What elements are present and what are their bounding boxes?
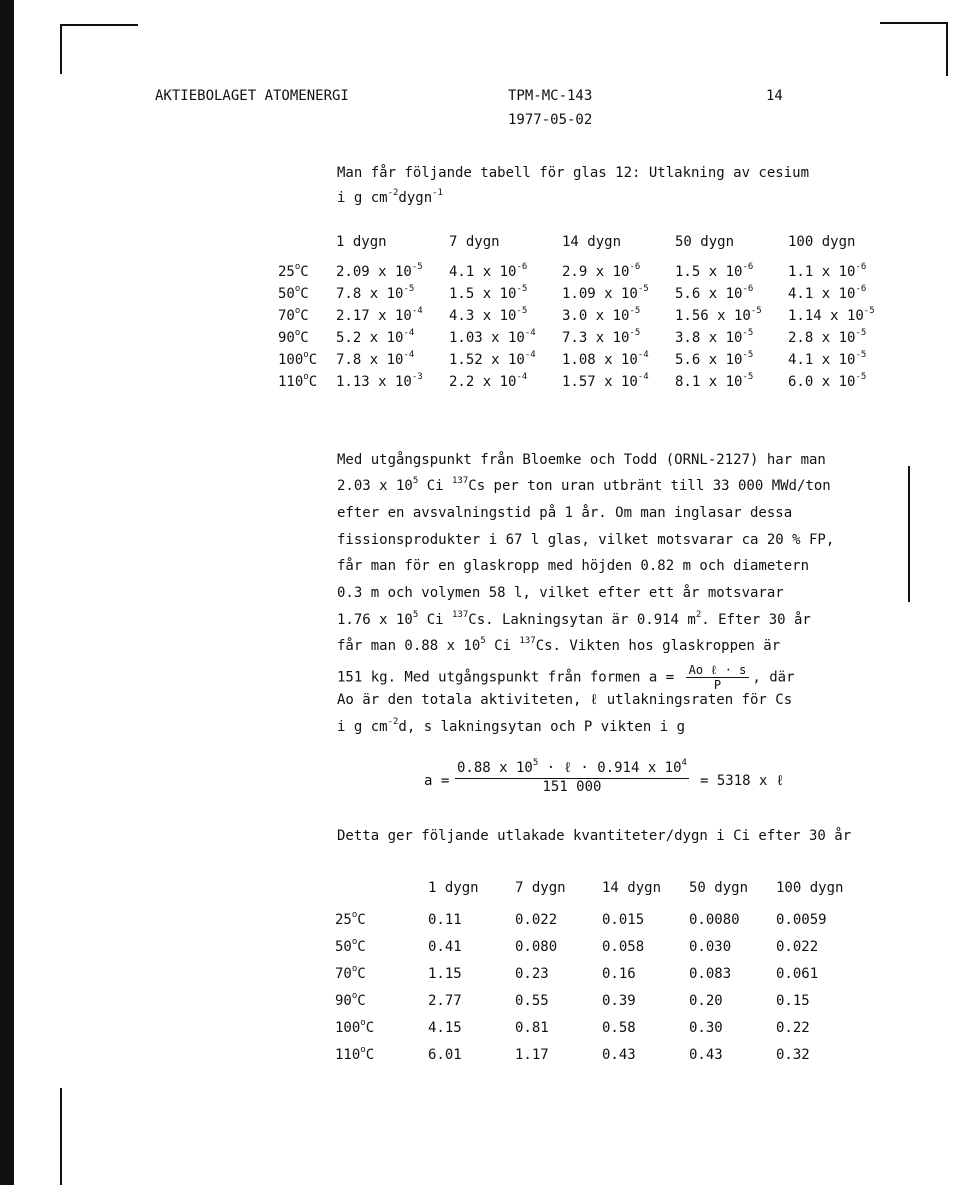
activity-cell: 0.81 [515,1019,549,1036]
mantissa: 1.09 [562,286,596,302]
activity-cell: 1.17 [515,1046,549,1063]
header-spacer [278,232,336,258]
exponent: -5 [411,262,423,272]
intro-line-2 [337,190,443,206]
para-line-10: Ao är den totala aktiviteten, ℓ utlakningsraten för Cs [337,692,793,708]
degree-mark: o [360,1044,366,1055]
para-l8-exp: 5 [480,636,486,646]
leach-rate-cell [788,324,901,346]
times-ten: x 10 [700,374,743,390]
temp-value: 110 [335,1046,361,1063]
times-ten: x 10 [369,374,412,390]
degree-mark: o [294,328,301,338]
times-ten: x 10 [474,308,517,324]
times-ten: x 10 [482,352,525,368]
bottom-left-corner-v [60,1088,62,1185]
para-line-8 [337,638,780,654]
exponent: -4 [524,328,536,338]
company-name: AKTIEBOLAGET ATOMENERGI [155,88,349,104]
exponent: -4 [524,350,536,360]
temp-unit: C [300,264,309,280]
col-header: 1 dygn [428,880,479,896]
row-temperature [278,368,336,390]
leach-rate-cell [449,346,562,368]
mantissa: 2.09 [336,264,370,280]
para-l7-b: Ci [418,612,452,628]
activity-cell: 0.015 [602,911,645,928]
col-header: 7 dygn [515,880,566,896]
mantissa: 5.6 [675,286,701,302]
activity-cell: 6.01 [428,1046,462,1063]
col-header: 14 dygn [602,880,662,896]
temp-unit: C [357,911,366,928]
mantissa: 1.13 [336,374,370,390]
activity-cell: 4.15 [428,1019,462,1036]
mantissa: 1.1 [788,264,814,280]
para-l2-b: Ci [418,478,452,494]
times-ten: x 10 [587,264,630,280]
leach-rate-cell [788,346,901,368]
times-ten: x 10 [361,352,404,368]
times-ten: x 10 [813,374,856,390]
activity-cell: 0.11 [428,911,462,928]
temp-value: 50 [278,286,295,302]
para-l7-iso: 137 [452,610,469,620]
table-row [278,324,901,346]
mantissa: 4.1 [788,352,814,368]
leach-rate-cell [562,368,675,390]
temp-unit: C [308,374,318,390]
col-header: 14 dygn [562,234,622,250]
times-ten: x 10 [595,374,638,390]
leach-rate-cell [562,280,675,302]
formula-num-exp2: 4 [681,758,687,768]
mantissa: 1.14 [788,308,822,324]
exponent: -5 [516,306,528,316]
exponent: -3 [411,372,423,382]
temp-value: 90 [335,992,352,1009]
temp-value: 100 [278,352,304,368]
activity-cell: 0.43 [689,1046,723,1063]
temp-value: 25 [278,264,295,280]
exponent: -5 [750,306,762,316]
activity-cell: 0.43 [602,1046,636,1063]
mantissa: 4.3 [449,308,475,324]
exponent: -5 [855,372,867,382]
leach-rate-cell [449,302,562,324]
activity-header-row [335,876,863,906]
degree-mark: o [294,262,301,272]
report-number: TPM-MC-143 [508,88,593,104]
para-line-5: får man för en glaskropp med höjden 0.82 m och diametern [337,558,810,574]
intro-unit-text: i g cm [337,190,388,206]
leach-rate-cell [562,302,675,324]
temp-value: 25 [335,911,352,928]
times-ten: x 10 [361,286,404,302]
times-ten: x 10 [708,308,751,324]
report-date: 1977-05-02 [508,112,593,128]
activity-cell: 0.030 [689,938,732,955]
leach-rate-cell [675,280,788,302]
temp-unit: C [308,352,318,368]
table-row [335,1041,863,1068]
times-ten: x 10 [482,330,525,346]
degree-mark: o [351,963,358,974]
times-ten: x 10 [587,330,630,346]
para-l7-d: . Efter 30 år [701,612,811,628]
row-temperature [278,346,336,368]
page-number: 14 [766,88,783,104]
times-ten: x 10 [813,330,856,346]
para-l11-a: i g cm [337,719,388,735]
temp-value: 50 [335,938,352,955]
times-ten: x 10 [587,308,630,324]
intro-exp-cm: -2 [387,188,399,198]
row-temperature [335,906,428,933]
table-row [278,280,901,302]
times-ten: x 10 [821,308,864,324]
para-l2-a: 2.03 x 10 [337,478,413,494]
mantissa: 2.17 [336,308,370,324]
times-ten: x 10 [369,308,412,324]
degree-mark: o [351,936,358,947]
mantissa: 1.57 [562,374,596,390]
mantissa: 7.8 [336,286,362,302]
mantissa: 4.1 [788,286,814,302]
para-l8-iso: 137 [519,636,536,646]
times-ten: x 10 [369,264,412,280]
para-line-4: fissionsprodukter i 67 l glas, vilket motsvarar ca 20 % FP, [337,532,835,548]
exponent: -5 [403,284,415,294]
row-temperature [335,1041,428,1068]
activity-cell: 0.16 [602,965,636,982]
formula-num-b: · ℓ · 0.914 x 10 [538,760,682,776]
degree-mark: o [351,990,358,1001]
activity-cell: 0.22 [776,1019,810,1036]
formula-lhs: a = [424,773,450,789]
exponent: -5 [629,306,641,316]
activity-table [335,876,863,1068]
activity-cell: 0.083 [689,965,732,982]
activity-cell: 0.41 [428,938,462,955]
temp-value: 110 [278,374,304,390]
leach-rate-cell [788,302,901,324]
top-left-corner-v [60,24,62,74]
table-row [335,1014,863,1041]
right-margin-line [908,466,910,602]
mantissa: 7.8 [336,352,362,368]
mantissa: 8.1 [675,374,701,390]
para-l7-a: 1.76 x 10 [337,612,413,628]
leach-rate-cell [675,302,788,324]
times-ten: x 10 [813,286,856,302]
para-l2-exp: 5 [412,476,419,486]
activity-cell: 0.058 [602,938,645,955]
col-header: 50 dygn [675,234,735,250]
para2-line: Detta ger följande utlakade kvantiteter/dygn i Ci efter 30 år [337,828,852,844]
leach-rate-cell [336,280,449,302]
times-ten: x 10 [474,264,517,280]
para-l2-c: Cs per ton uran utbränt till 33 000 MWd/ton [468,478,831,494]
exponent: -5 [637,284,649,294]
mantissa: 1.08 [562,352,596,368]
para-l8-c: Cs. Vikten hos glaskroppen är [535,638,781,654]
col-header: 100 dygn [776,880,844,896]
degree-mark: o [294,284,301,294]
table-row [278,302,901,324]
mantissa: 2.9 [562,264,588,280]
times-ten: x 10 [700,264,743,280]
leach-rate-cell [562,258,675,280]
formula-rhs: = 5318 x ℓ [700,773,785,789]
activity-cell: 0.15 [776,992,810,1009]
activity-cell: 0.20 [689,992,723,1009]
col-header: 100 dygn [788,234,856,250]
leach-rate-cell [675,346,788,368]
exponent: -4 [411,306,423,316]
col-header: 50 dygn [689,880,749,896]
exponent: -4 [637,350,649,360]
intro-unit-dygn: dygn [398,190,433,206]
col-header: 1 dygn [336,234,387,250]
table-row [335,906,863,933]
temp-value: 70 [278,308,295,324]
exponent: -6 [516,262,528,272]
temp-unit: C [357,938,366,955]
formula-denominator: 151 000 [542,779,602,795]
activity-cell: 1.15 [428,965,462,982]
para-l9-a: 151 kg. Med utgångspunkt från formen a = [337,669,675,686]
exponent: -5 [863,306,875,316]
mantissa: 6.0 [788,374,814,390]
mantissa: 2.8 [788,330,814,346]
leach-rate-cell [449,258,562,280]
temp-unit: C [365,1046,375,1063]
temp-unit: C [300,308,309,324]
para-line-7 [337,612,811,628]
exponent: -6 [629,262,641,272]
times-ten: x 10 [700,352,743,368]
intro-exp-dygn: -1 [432,188,443,198]
times-ten: x 10 [813,264,856,280]
mantissa: 4.1 [449,264,475,280]
leach-rate-cell [449,324,562,346]
activity-cell: 0.32 [776,1046,810,1063]
activity-cell: 0.0059 [776,911,827,928]
inline-fraction-den: P [713,678,722,692]
activity-cell: 0.39 [602,992,636,1009]
para-l11-b: d, s lakningsytan och P vikten i g [398,719,685,735]
times-ten: x 10 [474,374,517,390]
left-border-bar [0,0,14,1185]
leach-rate-cell [675,258,788,280]
temp-unit: C [365,1019,375,1036]
exponent: -5 [742,328,754,338]
top-right-corner-h [880,22,948,24]
exponent: -5 [855,328,867,338]
mantissa: 5.2 [336,330,362,346]
degree-mark: o [351,909,358,920]
mantissa: 3.8 [675,330,701,346]
activity-cell: 0.58 [602,1019,636,1036]
leach-rate-cell [788,258,901,280]
formula-num-exp1: 5 [532,758,539,768]
activity-cell: 0.022 [515,911,558,928]
mantissa: 1.03 [449,330,483,346]
exponent: -4 [637,372,649,382]
times-ten: x 10 [700,330,743,346]
exponent: -6 [855,262,867,272]
table-row [278,346,901,368]
leaching-rate-header-row [278,232,901,258]
inline-fraction [686,663,750,692]
leach-rate-cell [788,368,901,390]
mantissa: 1.5 [675,264,701,280]
activity-cell: 0.080 [515,938,558,955]
exponent: -4 [403,328,415,338]
formula-fraction [455,760,689,795]
degree-mark: o [303,350,309,360]
exponent: -5 [855,350,867,360]
times-ten: x 10 [813,352,856,368]
temp-unit: C [300,330,309,346]
degree-mark: o [294,306,301,316]
table-row [278,368,901,390]
leach-rate-cell [336,302,449,324]
para-l2-iso: 137 [452,476,469,486]
exponent: -6 [742,284,754,294]
temp-value: 90 [278,330,295,346]
leach-rate-cell [336,368,449,390]
activity-cell: 0.0080 [689,911,740,928]
table-row [335,933,863,960]
formula-numerator [455,760,689,779]
leach-rate-cell [675,324,788,346]
activity-cell: 0.061 [776,965,819,982]
para-l7-c: Cs. Lakningsytan är 0.914 m [468,612,696,628]
mantissa: 1.56 [675,308,709,324]
para-line-2 [337,478,831,494]
row-temperature [335,960,428,987]
leach-rate-cell [675,368,788,390]
activity-cell: 0.30 [689,1019,723,1036]
times-ten: x 10 [700,286,743,302]
mantissa: 7.3 [562,330,588,346]
exponent: -6 [855,284,867,294]
row-temperature [335,1014,428,1041]
leaching-rate-table [278,232,901,390]
top-right-corner-v [946,22,948,76]
para-l7-exp2: 2 [695,610,702,620]
exponent: -5 [742,350,754,360]
para-line-6: 0.3 m och volymen 58 l, vilket efter ett år motsvarar [337,585,784,601]
para-line-9 [337,663,795,692]
leach-rate-cell [562,324,675,346]
para-line-11 [337,719,685,735]
para-l8-b: Ci [485,638,520,654]
degree-mark: o [360,1017,366,1028]
exponent: -5 [516,284,528,294]
table-row [335,987,863,1014]
top-left-corner-h [60,24,138,26]
degree-mark: o [303,372,309,382]
inline-fraction-num: Ao ℓ · s [686,663,750,678]
para-l7-exp: 5 [412,610,419,620]
mantissa: 1.52 [449,352,483,368]
temp-value: 100 [335,1019,361,1036]
mantissa: 3.0 [562,308,588,324]
mantissa: 2.2 [449,374,475,390]
intro-line-1: Man får följande tabell för glas 12: Utlakning av cesium [337,165,810,181]
leach-rate-cell [336,324,449,346]
mantissa: 5.6 [675,352,701,368]
row-temperature [278,258,336,280]
row-temperature [335,933,428,960]
exponent: -5 [742,372,754,382]
times-ten: x 10 [595,286,638,302]
row-temperature [278,302,336,324]
activity-cell: 0.022 [776,938,819,955]
table-row [278,258,901,280]
exponent: -5 [629,328,641,338]
activity-cell: 0.55 [515,992,549,1009]
temp-unit: C [300,286,309,302]
para-l11-exp: -2 [387,717,399,727]
table-row [335,960,863,987]
activity-cell: 2.77 [428,992,462,1009]
row-temperature [278,280,336,302]
col-header: 7 dygn [449,234,500,250]
leach-rate-cell [788,280,901,302]
row-temperature [278,324,336,346]
times-ten: x 10 [361,330,404,346]
exponent: -4 [403,350,415,360]
times-ten: x 10 [595,352,638,368]
leach-rate-cell [336,346,449,368]
leach-rate-cell [449,368,562,390]
leach-rate-cell [449,280,562,302]
para-line-1: Med utgångspunkt från Bloemke och Todd (ORNL-2127) har man [337,452,826,468]
temp-unit: C [357,992,366,1009]
leach-rate-cell [336,258,449,280]
leach-rate-cell [562,346,675,368]
temp-unit: C [357,965,366,982]
exponent: -4 [516,372,528,382]
mantissa: 1.5 [449,286,475,302]
header-spacer [335,876,428,906]
temp-value: 70 [335,965,352,982]
row-temperature [335,987,428,1014]
exponent: -6 [742,262,754,272]
para-l8-a: får man 0.88 x 10 [337,638,481,654]
para-line-3: efter en avsvalningstid på 1 år. Om man inglasar dessa [337,505,793,521]
para-l9-b: , där [752,669,795,686]
formula-num-a: 0.88 x 10 [457,760,533,776]
activity-cell: 0.23 [515,965,549,982]
times-ten: x 10 [474,286,517,302]
